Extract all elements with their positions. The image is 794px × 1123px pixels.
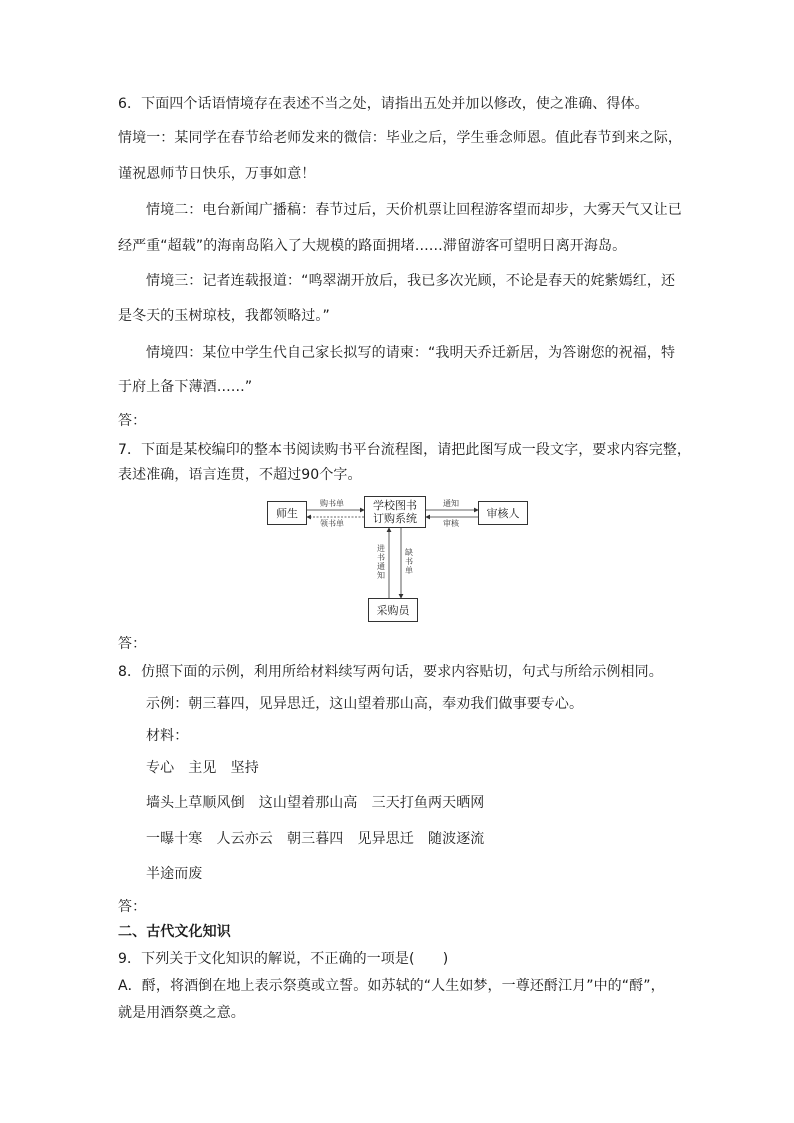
q9-option-a-line1: A．酹，将酒倒在地上表示祭奠或立誓。如苏轼的“人生如梦，一尊还酹江月”中的“酹”， [118,978,665,994]
q6-scenario1-line1: 情境一：某同学在春节给老师发来的微信：毕业之后，学生垂念师恩。值此春节到来之际， [118,130,682,146]
q6-scenario1-line2: 谨祝恩师节日快乐，万事如意！ [118,166,316,182]
box-reviewer [478,501,528,525]
section-heading: 二、古代文化知识 [118,924,231,940]
box-buyer [368,598,418,622]
q6-scenario2-line2: 经严重“超载”的海南岛陷入了大规模的路面拥堵……滞留游客可望明日离开海岛。 [118,238,627,254]
box-teacher-student-label: 师生 [276,506,298,520]
q8-title: 8．仿照下面的示例，利用所给材料续写两句话，要求内容贴切，句式与所给示例相同。 [118,664,663,680]
box-buyer-label: 采购员 [376,603,410,617]
q8-material-idioms-3: 半途而废 [146,866,203,882]
q6-scenario3-line2: 是冬天的玉树琼枝，我都领略过。” [118,308,330,324]
q6-title: 6．下面四个话语情境存在表述不当之处，请指出五处并加以修改，使之准确、得体。 [118,96,649,112]
q6-scenario4-line1: 情境四：某位中学生代自己家长拟写的请柬：“我明天乔迁新居，为答谢您的祝福，特 [146,345,676,361]
label-shortage-list: 缺书单 [405,548,413,575]
label-stock-notice: 进书通知 [377,544,385,580]
box-ordering-system [364,496,426,528]
flowchart [250,490,550,630]
box-reviewer-label: 审核人 [486,506,520,520]
label-notify: 通知 [443,499,459,508]
q7-title-line1: 7．下面是某校编印的整本书阅读购书平台流程图，请把此图写成一段文字，要求内容完整， [118,442,692,458]
q6-answer-label: 答： [118,413,147,429]
q8-material-words: 专心 主见 坚持 [146,760,259,776]
q7-answer-label: 答： [118,636,147,652]
box-ordering-system-line2: 订购系统 [373,512,417,525]
q6-scenario2-line1: 情境二：电台新闻广播稿：春节过后，天价机票让回程游客望而却步，大雾天气又让已 [146,202,682,218]
q8-material-idioms-2: 一曝十寒 人云亦云 朝三暮四 见异思迁 随波逐流 [146,831,485,847]
label-receive-list: 领书单 [320,519,344,528]
q6-scenario3-line1: 情境三：记者连载报道：“鸣翠湖开放后，我已多次光顾，不论是春天的姹紫嫣红，还 [146,273,676,289]
q8-material-label: 材料： [146,728,189,744]
q6-scenario4-line2: 于府上备下薄酒……” [118,379,253,395]
label-review: 审核 [443,519,459,528]
box-ordering-system-line1: 学校图书 [373,499,417,512]
label-order-list: 购书单 [320,499,344,508]
q9-option-a-line2: 就是用酒祭奠之意。 [118,1005,245,1021]
q7-title-line2: 表述准确，语言连贯，不超过90个字。 [118,467,362,483]
q8-answer-label: 答： [118,899,147,915]
box-teacher-student [267,501,307,525]
q9-title: 9．下列关于文化知识的解说，不正确的一项是( ) [118,951,449,967]
q8-material-idioms-1: 墙头上草顺风倒 这山望着那山高 三天打鱼两天晒网 [146,795,485,811]
q8-example: 示例：朝三暮四，见异思迁，这山望着那山高，奉劝我们做事要专心。 [146,696,584,712]
